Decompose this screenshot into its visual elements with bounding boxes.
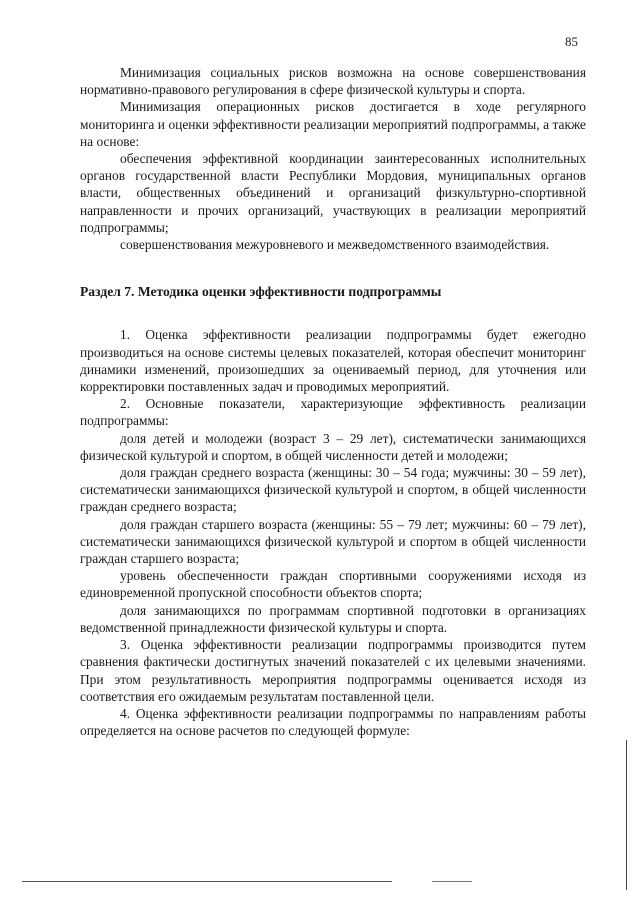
list-item: доля занимающихся по программам спортивной подготовки в организациях ведомственной принадлежности физической культуры и спорта.	[80, 602, 586, 635]
list-item: доля граждан старшего возраста (женщины: 55 – 79 лет; мужчины: 60 – 79 лет), систематически занимающихся физической культурой и спортом в общей численности граждан старшего возраста;	[80, 516, 586, 567]
list-item: доля граждан среднего возраста (женщины: 30 – 54 года; мужчины: 30 – 59 лет), систематически занимающихся физической культурой и спортом, в общей численности граждан среднего возраста;	[80, 465, 586, 515]
paragraph: 4. Оценка эффективности реализации подпрограммы по направлениям работы определяется на основе расчетов по следующей формуле:	[80, 705, 586, 739]
scan-edge-line	[432, 881, 472, 882]
paragraph: Минимизация операционных рисков достигается в ходе регулярного мониторинга и оценки эффективности реализации мероприятий подпрограммы, а также на основе:	[80, 99, 586, 149]
paragraph: 3. Оценка эффективности реализации подпрограммы производится путем сравнения фактически достигнутых значений показателей с их целевыми значениями. При этом результативность мероприятия подпрограммы оценивается исходя из соответствия его ожидаемым результатам поставленной цели.	[80, 637, 586, 704]
page-number: 85	[565, 34, 578, 49]
list-item: доля детей и молодежи (возраст 3 – 29 лет), систематически занимающихся физической культурой и спортом, в общей численности детей и молодежи;	[80, 430, 586, 463]
section-heading: Раздел 7. Методика оценки эффективности подпрограммы	[80, 284, 442, 300]
paragraph: 1. Оценка эффективности реализации подпрограммы будет ежегодно производиться на основе системы целевых показателей, которая обеспечит мониторинг динамики изменений, произошедших за оцениваемый период, для уточнения или корректировки поставленных задач и проводимых мероприятий.	[80, 327, 586, 395]
scan-edge-line	[22, 881, 392, 882]
document-body	[80, 64, 586, 739]
paragraph: обеспечения эффективной координации заинтересованных исполнительных органов государственной власти Республики Мордовия, муниципальных органов власти, общественных объединений и организаций физкультурно-спортивной направленности и прочих организаций, участвующих в реализации мероприятий подпрограммы;	[80, 151, 586, 235]
paragraph: 2. Основные показатели, характеризующие эффективность реализации подпрограммы:	[80, 396, 586, 429]
scan-edge-line	[626, 740, 627, 890]
list-item: уровень обеспеченности граждан спортивными сооружениями исходя из единовременной пропускной способности объектов спорта;	[80, 568, 586, 601]
paragraph: совершенствования межуровневого и межведомственного взаимодействия.	[120, 237, 550, 253]
paragraph: Минимизация социальных рисков возможна на основе совершенствования нормативно-правового регулирования в сфере физической культуры и спорта.	[80, 65, 586, 98]
